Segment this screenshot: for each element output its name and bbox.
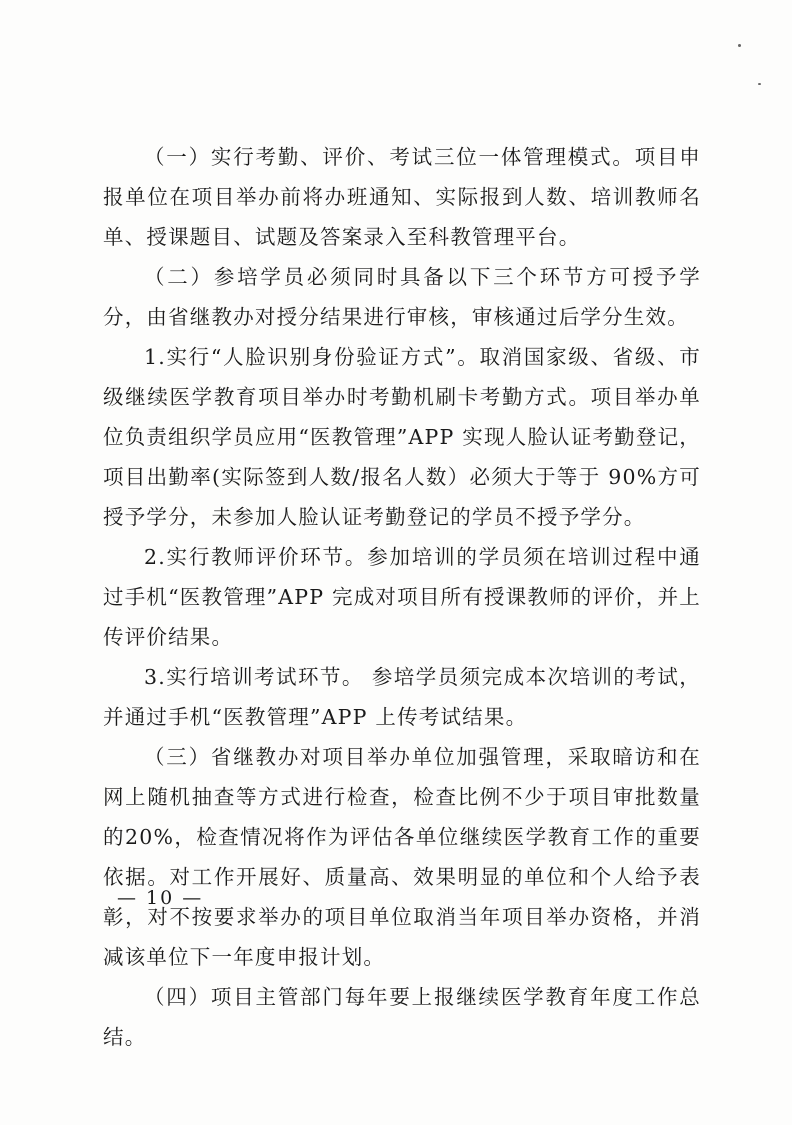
scan-speck <box>758 83 761 85</box>
paragraph-4: 2.实行教师评价环节。参加培训的学员须在培训过程中通过手机“医教管理”APP 完成对项目所有授课教师的评价，并上传评价结果。 <box>103 545 701 649</box>
paragraph-2: （二）参培学员必须同时具备以下三个环节方可授予学分，由省继教办对授分结果进行审核，审核通过后学分生效。 <box>103 265 701 329</box>
paragraph-3: 1.实行“人脸识别身份验证方式”。取消国家级、省级、市级继续医学教育项目举办时考勤机刷卡考勤方式。项目举办单位负责组织学员应用“医教管理”APP 实现人脸认证考勤登记，项目出勤率(实际签到人数/报名人数）必须大于等于 90%方可授予学分，未参加人脸认证考勤登记的学员不授予学分。 <box>103 345 701 529</box>
body-text <box>103 137 701 1057</box>
paragraph-5: 3.实行培训考试环节。 参培学员须完成本次培训的考试，并通过手机“医教管理”APP 上传考试结果。 <box>103 665 701 729</box>
page-number: — 10 — <box>117 887 204 909</box>
paragraph-1: （一）实行考勤、评价、考试三位一体管理模式。项目申报单位在项目举办前将办班通知、实际报到人数、培训教师名单、授课题目、试题及答案录入至科教管理平台。 <box>103 145 701 249</box>
scan-speck <box>738 44 741 47</box>
paragraph-6: （三）省继教办对项目举办单位加强管理，采取暗访和在网上随机抽查等方式进行检查，检查比例不少于项目审批数量的20%，检查情况将作为评估各单位继续医学教育工作的重要依据。对工作开展好、质量高、效果明显的单位和个人给予表彰，对不按要求举办的项目单位取消当年项目举办资格，并消减该单位下一年度申报计划。 <box>103 745 701 969</box>
paragraph-7: （四）项目主管部门每年要上报继续医学教育年度工作总结。 <box>103 985 701 1049</box>
